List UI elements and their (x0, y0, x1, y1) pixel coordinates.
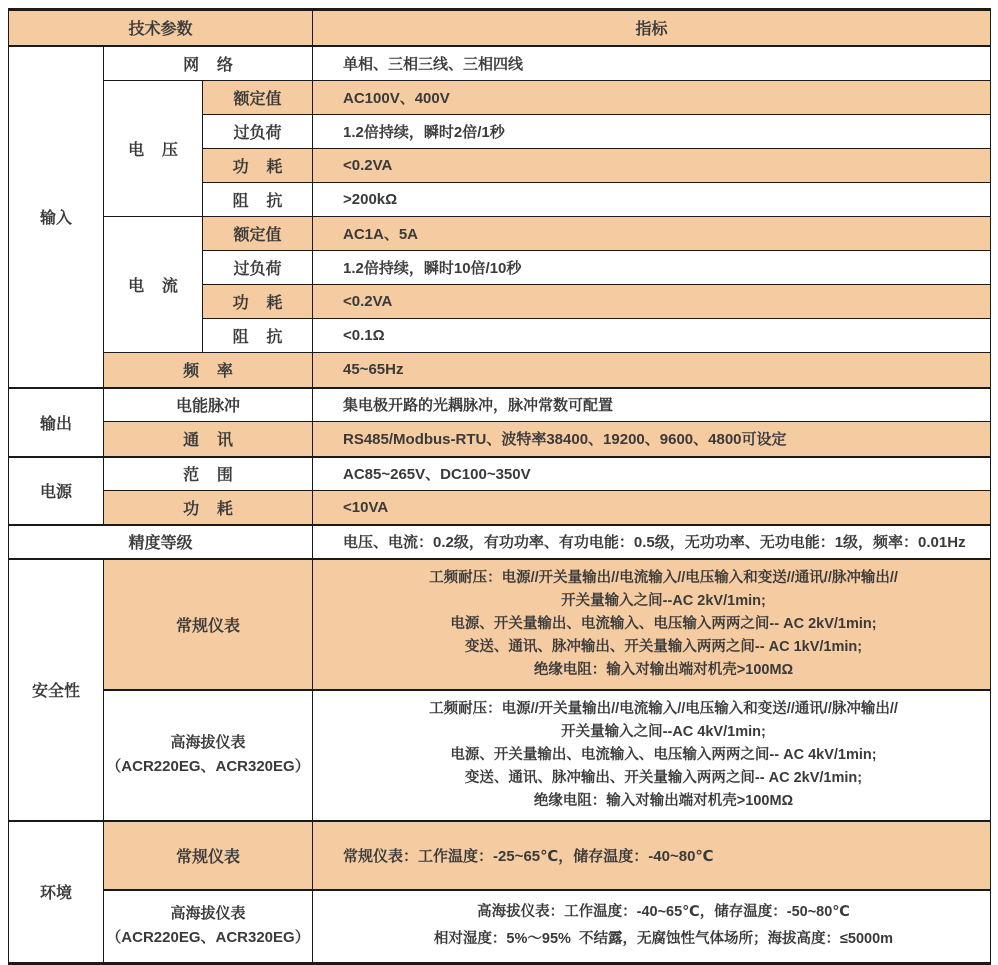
table-row (9, 525, 991, 559)
supply-power-label-cell: 功 耗 (104, 491, 313, 525)
header-index-cell: 指标 (313, 10, 991, 46)
safety-text-line: 电源、开关量输出、电流输入、电压输入两两之间-- AC 4kV/1min; (450, 746, 877, 763)
table-row (9, 10, 991, 46)
header-param-cell: 技术参数 (9, 10, 313, 46)
section-output-cell: 输出 (9, 388, 104, 457)
frequency-value-cell: 45~65Hz (313, 353, 991, 388)
current-power-label-cell: 功 耗 (203, 285, 313, 319)
energy-pulse-label-cell: 电能脉冲 (104, 388, 313, 422)
section-input-cell: 输入 (9, 46, 104, 388)
table-row (9, 821, 991, 890)
current-label-cell: 电 流 (104, 217, 203, 353)
voltage-impedance-label-cell: 阻 抗 (203, 183, 313, 217)
table-row (9, 491, 991, 525)
safety-text-line: 电源、开关量输出、电流输入、电压输入两两之间-- AC 2kV/1min; (450, 615, 877, 632)
safety-normal-label-cell: 常规仪表 (104, 559, 313, 690)
safety-high-altitude-title: 高海拔仪表 (170, 734, 246, 751)
comm-value-cell: RS485/Modbus-RTU、波特率38400、19200、9600、4800可设定 (313, 422, 991, 457)
env-normal-value-cell: 常规仪表：工作温度：-25~65℃，储存温度：-40~80℃ (313, 821, 991, 890)
current-overload-value-cell: 1.2倍持续，瞬时10倍/10秒 (313, 251, 991, 285)
section-safety-cell: 安全性 (9, 559, 104, 821)
current-rated-value-cell: AC1A、5A (313, 217, 991, 251)
table-row (9, 559, 991, 690)
env-normal-label-cell: 常规仪表 (104, 821, 313, 890)
safety-text-line: 开关量输入之间--AC 4kV/1min; (561, 723, 766, 740)
current-power-value-cell: <0.2VA (313, 285, 991, 319)
voltage-rated-label-cell: 额定值 (203, 81, 313, 115)
table-row (9, 388, 991, 422)
env-high-altitude-models: （ACR220EG、ACR320EG） (106, 929, 310, 947)
voltage-label-cell: 电 压 (104, 81, 203, 217)
network-value-cell: 单相、三相三线、三相四线 (313, 46, 991, 81)
supply-power-value-cell: <10VA (313, 491, 991, 525)
supply-range-label-cell: 范 围 (104, 457, 313, 491)
current-impedance-label-cell: 阻 抗 (203, 319, 313, 353)
safety-text-line: 变送、通讯、脉冲输出、开关量输入两两之间-- AC 2kV/1min; (464, 769, 863, 786)
table-row (9, 422, 991, 457)
supply-range-value-cell: AC85~265V、DC100~350V (313, 457, 991, 491)
safety-high-altitude-models: （ACR220EG、ACR320EG） (106, 758, 310, 775)
env-high-altitude-value-cell (313, 890, 991, 964)
table-row (9, 46, 991, 81)
section-environment-cell: 环境 (9, 821, 104, 964)
voltage-power-label-cell: 功 耗 (203, 149, 313, 183)
safety-text-line: 开关量输入之间--AC 2kV/1min; (561, 592, 766, 609)
table-row (9, 890, 991, 964)
current-rated-label-cell: 额定值 (203, 217, 313, 251)
safety-text-line: 工频耐压：电源//开关量输出//电流输入//电压输入和变送//通讯//脉冲输出// (429, 569, 898, 586)
safety-normal-value-cell (313, 559, 991, 690)
accuracy-label-cell: 精度等级 (9, 525, 313, 559)
accuracy-value-cell: 电压、电流：0.2级，有功功率、有功电能：0.5级，无功功率、无功电能：1级，频率：0.01Hz (313, 525, 991, 559)
energy-pulse-value-cell: 集电极开路的光耦脉冲，脉冲常数可配置 (313, 388, 991, 422)
safety-text-line: 变送、通讯、脉冲输出、开关量输入两两之间-- AC 1kV/1min; (464, 638, 863, 655)
env-high-altitude-title: 高海拔仪表 (170, 905, 246, 923)
env-high-altitude-label-cell (104, 890, 313, 964)
frequency-label-cell: 频 率 (104, 353, 313, 388)
comm-label-cell: 通 讯 (104, 422, 313, 457)
env-text-line: 相对湿度：5%～95% 不结露，无腐蚀性气体场所；海拔高度：≤5000m (433, 931, 894, 948)
section-power-supply-cell: 电源 (9, 457, 104, 525)
safety-high-altitude-label-cell (104, 690, 313, 821)
table-row (9, 217, 991, 251)
current-overload-label-cell: 过负荷 (203, 251, 313, 285)
env-text-line: 高海拔仪表：工作温度：-40~65℃，储存温度：-50~80℃ (477, 904, 850, 921)
table-row (9, 457, 991, 491)
table-row (9, 690, 991, 821)
network-label-cell: 网 络 (104, 46, 313, 81)
safety-text-line: 绝缘电阻：输入对输出端对机壳>100MΩ (533, 661, 794, 678)
current-impedance-value-cell: <0.1Ω (313, 319, 991, 353)
voltage-impedance-value-cell: >200kΩ (313, 183, 991, 217)
safety-text-line: 工频耐压：电源//开关量输出//电流输入//电压输入和变送//通讯//脉冲输出// (429, 700, 898, 717)
voltage-overload-label-cell: 过负荷 (203, 115, 313, 149)
spec-table (8, 8, 991, 965)
voltage-power-value-cell: <0.2VA (313, 149, 991, 183)
table-row (9, 81, 991, 115)
safety-text-line: 绝缘电阻：输入对输出端对机壳>100MΩ (533, 792, 794, 809)
voltage-overload-value-cell: 1.2倍持续，瞬时2倍/1秒 (313, 115, 991, 149)
safety-high-altitude-value-cell (313, 690, 991, 821)
voltage-rated-value-cell: AC100V、400V (313, 81, 991, 115)
table-row (9, 353, 991, 388)
